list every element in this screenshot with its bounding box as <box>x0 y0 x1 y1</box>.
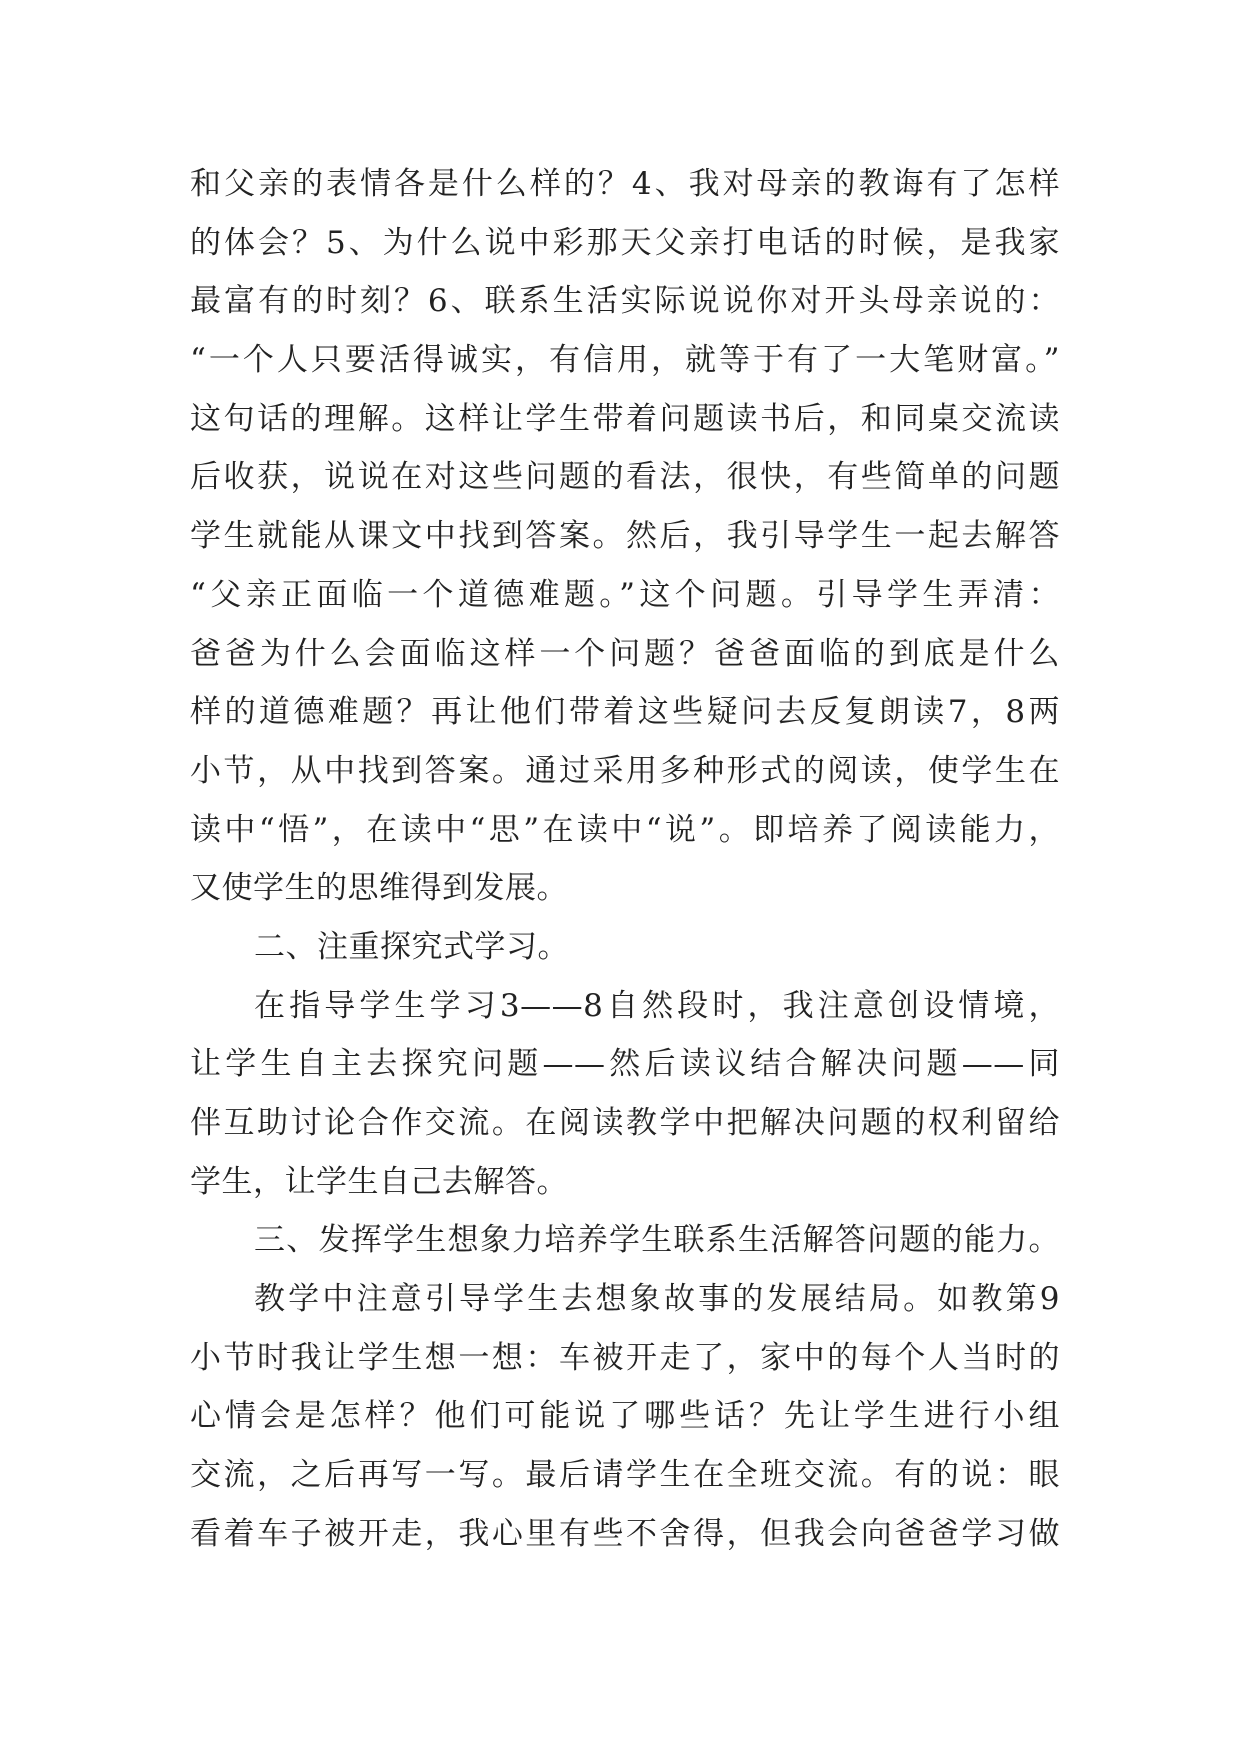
text-line: 最富有的时刻？6、联系生活实际说说你对开头母亲说的： <box>190 283 1060 320</box>
document-body <box>190 155 1060 1564</box>
section-heading: 二、注重探究式学习。 <box>254 928 569 965</box>
text-line: 后收获，说说在对这些问题的看法，很快，有些简单的问题 <box>190 459 1060 496</box>
text-line: 交流，之后再写一写。最后请学生在全班交流。有的说：眼 <box>190 1457 1060 1494</box>
text-line: 学生就能从课文中找到答案。然后，我引导学生一起去解答 <box>190 518 1060 555</box>
text-line: 学生，让学生自己去解答。 <box>190 1163 568 1200</box>
text-line: “父亲正面临一个道德难题。”这个问题。引导学生弄清： <box>190 576 1060 613</box>
text-line: 伴互助讨论合作交流。在阅读教学中把解决问题的权利留给 <box>190 1105 1060 1141</box>
text-line: 心情会是怎样？他们可能说了哪些话？先让学生进行小组 <box>190 1398 1060 1435</box>
text-line: 爸爸为什么会面临这样一个问题？爸爸面临的到底是什么 <box>190 635 1060 672</box>
text-line: 小节时我让学生想一想：车被开走了，家中的每个人当时的 <box>190 1339 1060 1376</box>
text-line: 看着车子被开走，我心里有些不舍得，但我会向爸爸学习做 <box>190 1515 1060 1552</box>
text-line: 读中“悟”，在读中“思”在读中“说”。即培养了阅读能力， <box>190 811 1060 848</box>
text-line: 小节，从中找到答案。通过采用多种形式的阅读，使学生在 <box>190 752 1060 789</box>
text-line: 和父亲的表情各是什么样的？4、我对母亲的教诲有了怎样 <box>190 166 1060 202</box>
text-line: 的体会？5、为什么说中彩那天父亲打电话的时候，是我家 <box>190 224 1060 261</box>
text-line: 让学生自主去探究问题——然后读议结合解决问题——同 <box>190 1046 1060 1083</box>
paragraph-first-line: 教学中注意引导学生去想象故事的发展结局。如教第9 <box>254 1281 1060 1318</box>
text-line: “一个人只要活得诚实，有信用，就等于有了一大笔财富。” <box>190 342 1060 379</box>
text-line: 样的道德难题？再让他们带着这些疑问去反复朗读7，8两 <box>190 694 1060 731</box>
text-line: 又使学生的思维得到发展。 <box>190 870 568 907</box>
text-line: 这句话的理解。这样让学生带着问题读书后，和同桌交流读 <box>190 400 1060 437</box>
section-heading: 三、发挥学生想象力培养学生联系生活解答问题的能力。 <box>254 1222 1060 1259</box>
paragraph-first-line: 在指导学生学习3——8自然段时，我注意创设情境， <box>254 987 1060 1024</box>
